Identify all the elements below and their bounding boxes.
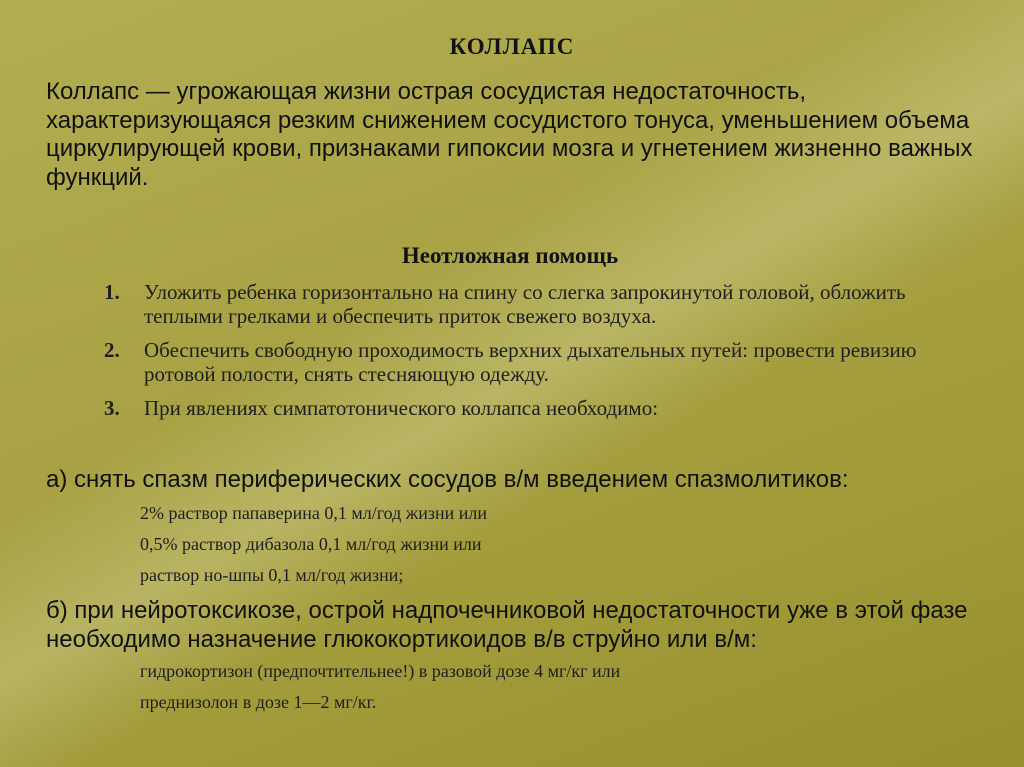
- dosage-item: 2% раствор папаверина 0,1 мл/год жизни или: [140, 503, 488, 523]
- step-number: 1.: [104, 280, 120, 304]
- dosage-item: 0,5% раствор дибазола 0,1 мл/год жизни или: [140, 534, 482, 554]
- step-text: При явлениях симпатотонического коллапса необходимо:: [144, 396, 659, 420]
- section-b-list: [140, 656, 620, 718]
- step-text: Уложить ребенка горизонтально на спину со слегка запрокинутой головой, обложить теплыми грелками и обеспечить приток свежего воздуха.: [144, 280, 906, 328]
- slide-title: КОЛЛАПС: [449, 34, 575, 59]
- step-item: [104, 396, 924, 420]
- dosage-item: раствор но-шпы 0,1 мл/год жизни;: [140, 565, 404, 585]
- section-a-heading: а) снять спазм периферических сосудов в/м введением спазмолитиков:: [46, 466, 849, 493]
- step-number: 3.: [104, 396, 120, 420]
- step-item: [104, 338, 924, 386]
- dosage-item: гидрокортизон (предпочтительнее!) в разовой дозе 4 мг/кг или: [140, 661, 621, 681]
- section-subtitle: Неотложная помощь: [401, 243, 619, 268]
- step-text: Обеспечить свободную проходимость верхних дыхательных путей: провести ревизию ротовой полости, снять стесняющую одежду.: [144, 338, 917, 386]
- step-item: [104, 280, 924, 328]
- intro-paragraph: Коллапс — угрожающая жизни острая сосудистая недостаточность, характеризующаяся резким снижением сосудистого тонуса, уменьшением объема циркулирующей крови, признаками гипоксии мозга и угнетением жизненно важных функций.: [46, 78, 973, 191]
- section-a-list: [140, 498, 487, 591]
- step-number: 2.: [104, 338, 120, 362]
- dosage-item: преднизолон в дозе 1—2 мг/кг.: [140, 692, 377, 712]
- section-b-heading: б) при нейротоксикозе, острой надпочечниковой недостаточности уже в этой фазе необходимо назначение глюкокортикоидов в/в струйно или в/м:: [46, 597, 968, 653]
- steps-list: [104, 280, 924, 430]
